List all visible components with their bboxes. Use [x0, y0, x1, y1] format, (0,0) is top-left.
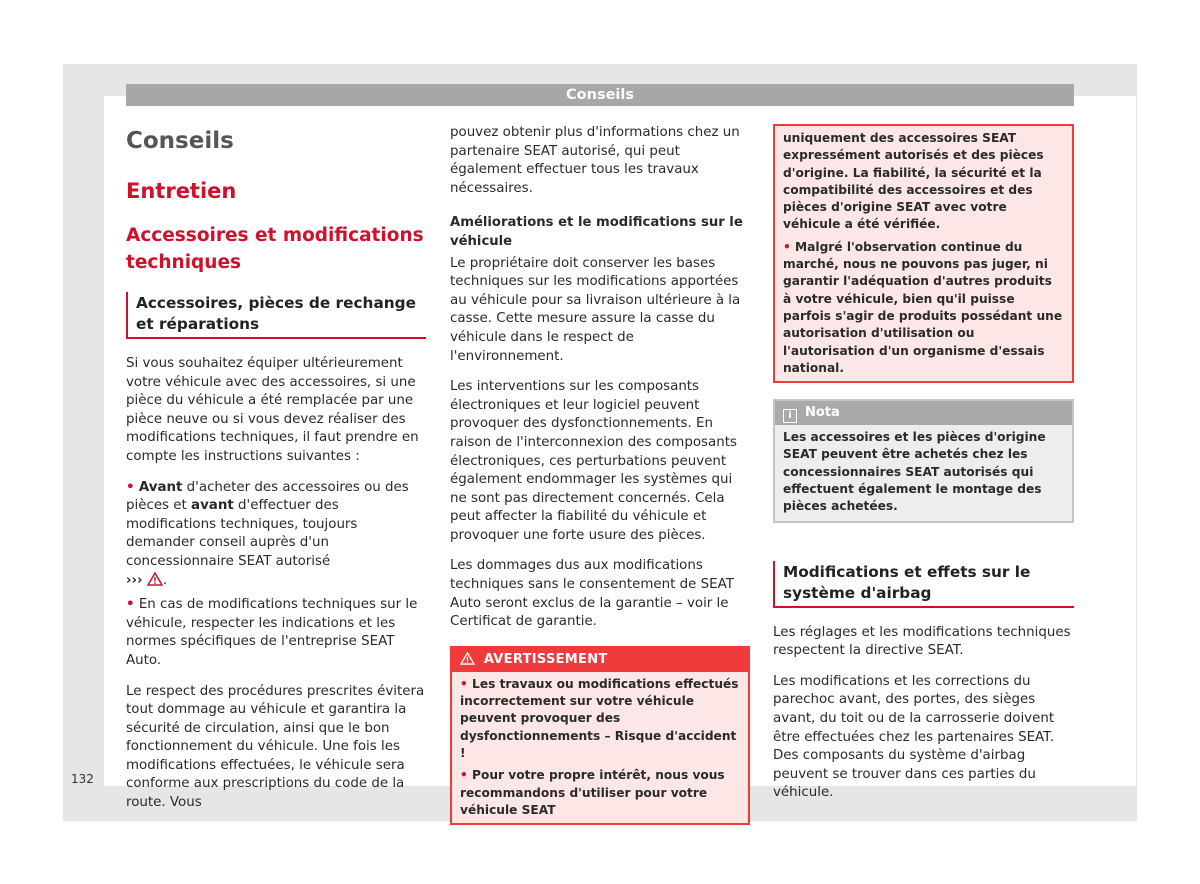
warning-text: Pour votre propre intérêt, nous vous recommandons d'utiliser pour votre véhicule SEAT: [460, 768, 725, 817]
warning-box: [450, 646, 750, 825]
note-body: Les accessoires et les pièces d'origine SEAT peuvent être achetés chez les concessionnaires SEAT autorisés qui effectuent également le montage des pièces achetées.: [783, 430, 1046, 514]
bullet-item: • Avant d'acheter des accessoires ou des pièces et avant d'effectuer des modifications techniques, toujours demander conseil auprès d'un concessionnaire SEAT autorisé ››› .: [126, 479, 426, 593]
page-number: 132: [71, 772, 94, 786]
warning-bullet: [460, 767, 740, 819]
bullet-item: [126, 596, 426, 670]
bullet-text: En cas de modifications techniques sur le véhicule, respecter les indications et les normes spécifiques de l'entreprise SEAT Auto.: [126, 597, 418, 668]
paragraph: Les interventions sur les composants électroniques et leur logiciel peuvent provoquer des dysfonctionnements. En raison de l'interconnexion des composants électroniques, ces perturbations peuvent également endommager les systèmes qui ne sont pas directement concernés. Cela peut affecter la fiabilité du véhicule et provoquer une forte usure des pièces.: [450, 379, 737, 543]
cross-reference-arrows[interactable]: ›››: [126, 572, 143, 588]
warning-text: Malgré l'observation continue du marché, nous ne pouvons pas juger, ni garantir l'adéquation d'autres produits à votre véhicule, bien qu'il puisse parfois s'agir de produits possédant une autorisation d'utilisation ou l'autorisation d'un organisme d'essais national.: [783, 239, 1063, 375]
note-box: [773, 399, 1074, 522]
bullet-icon: •: [460, 768, 468, 783]
section-title: Entretien: [126, 179, 237, 203]
bold-word: avant: [191, 498, 234, 514]
warning-bullet: [783, 239, 1064, 377]
bullet-icon: •: [460, 676, 468, 691]
paragraph: Le respect des procédures prescrites évitera tout dommage au véhicule et garantira la sécurité de circulation, ainsi que le bon fonctionnement du véhicule. Une fois les modifications effectuées, le véhicule sera conforme aux prescriptions du code de la route. Vous: [126, 683, 425, 811]
warning-body: [452, 672, 748, 823]
column-left: [126, 124, 426, 825]
bullet-text: d'effectuer des modifications techniques, toujours demander conseil auprès d'un concessionnaire SEAT autorisé: [126, 498, 358, 569]
paragraph: Les modifications et les corrections du parechoc avant, des portes, des sièges avant, du toit ou de la carrosserie doivent être effectuées chez les partenaires SEAT. Des composants du système d'airbag peuvent se trouver dans ces parties du véhicule.: [773, 673, 1055, 801]
note-header: [775, 401, 1072, 425]
bullet-icon: •: [126, 597, 135, 613]
warning-box-continued: [773, 124, 1074, 383]
warning-title: AVERTISSEMENT: [483, 651, 608, 667]
paragraph: pouvez obtenir plus d'informations chez un partenaire SEAT autorisé, qui peut également effectuer tous les travaux nécessaires.: [450, 125, 740, 196]
paragraph: Le propriétaire doit conserver les bases techniques sur les modifications apportées au véhicule pour sa livraison ultérieure à la casse. Cette mesure assure la casse du véhicule dans le respect de l'environnement.: [450, 255, 741, 364]
warning-triangle-icon: [147, 572, 163, 593]
topic-title: Modifications et effets sur le système d'airbag: [773, 561, 1074, 608]
note-title: Nota: [805, 405, 840, 421]
bold-word: Avant: [138, 479, 183, 495]
running-header: Conseils: [126, 84, 1074, 106]
paragraph: Les dommages dus aux modifications techniques sans le consentement de SEAT Auto seront exclus de la garantie – voir le Certificat de garantie.: [450, 558, 734, 630]
warning-bullet: [460, 676, 740, 762]
warning-text: Les travaux ou modifications effectués incorrectement sur votre véhicule peuvent provoquer des dysfonctionnements – Risque d'accident !: [460, 676, 739, 761]
paragraph: Les réglages et les modifications techniques respectent la directive SEAT.: [773, 624, 1071, 659]
topic-title: Accessoires, pièces de rechange et réparations: [126, 292, 426, 339]
column-middle: [450, 124, 750, 825]
warning-body: [775, 126, 1072, 381]
column-right: [773, 124, 1074, 815]
chapter-title: Conseils: [126, 128, 234, 154]
info-icon: i: [783, 409, 797, 423]
bullet-icon: •: [783, 239, 791, 254]
subsection-title: Accessoires et modifications techniques: [126, 225, 424, 273]
bullet-icon: •: [126, 479, 135, 495]
bullet-text: d'acheter des accessoires ou des pièces et: [126, 479, 409, 514]
warning-text: uniquement des accessoires SEAT expressément autorisés et des pièces d'origine. La fiabilité, la sécurité et la compatibilité des accessoires et des pièces d'origine SEAT avec votre véhicule a été vérifiée.: [783, 131, 1044, 232]
subheading: Améliorations et le modifications sur le véhicule: [450, 215, 743, 249]
warning-triangle-icon: [460, 650, 475, 674]
intro-paragraph: Si vous souhaitez équiper ultérieurement votre véhicule avec des accessoires, si une pièce du véhicule a été remplacée par une pièce neuve ou si vous devez réaliser des modifications techniques, il faut prendre en compte les instructions suivantes :: [126, 356, 419, 464]
warning-header: [452, 648, 748, 672]
